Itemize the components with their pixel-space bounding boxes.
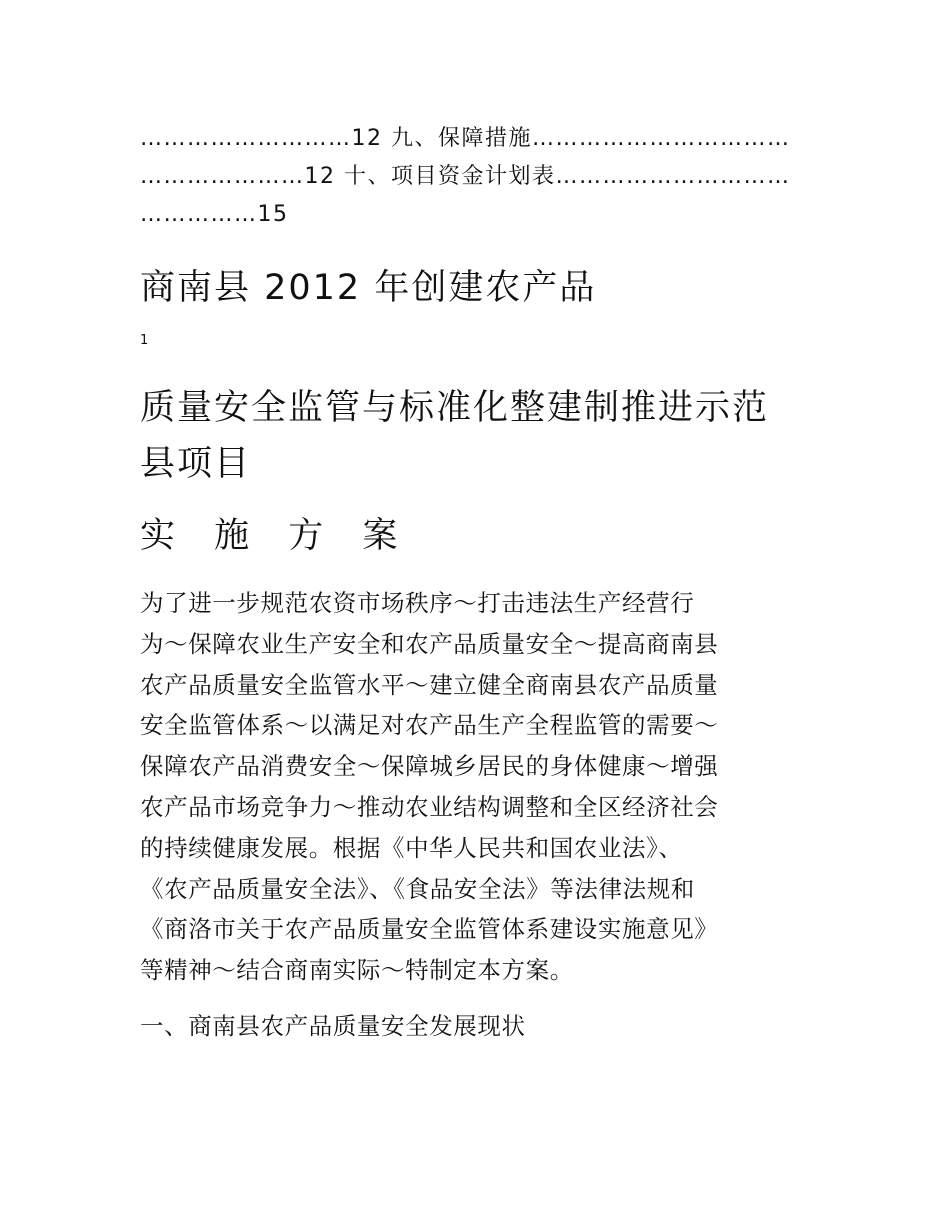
paragraph-line: 等精神～结合商南实际～特制定本方案。 xyxy=(140,956,574,985)
paragraph-line: 《农产品质量安全法》、《食品安全法》等法律法规和 xyxy=(140,874,695,903)
toc-line: ………………………12 九、保障措施…………………………… xyxy=(140,126,791,151)
paragraph-line: 农产品质量安全监管水平～建立健全商南县农产品质量 xyxy=(140,670,719,699)
table-of-contents xyxy=(140,120,820,234)
paragraph-line: 为了进一步规范农资市场秩序～打击违法生产经营行 xyxy=(140,589,695,617)
paragraph-line: 农产品市场竞争力～推动农业结构调整和全区经济社会 xyxy=(140,792,719,821)
document-title-line-3: 县项目 xyxy=(140,444,252,484)
paragraph-line: 《商洛市关于农产品质量安全监管体系建设实施意见》 xyxy=(140,915,719,944)
document-title-line-2: 质量安全监管与标准化整建制推进示范 xyxy=(140,388,770,428)
paragraph-line: 的持续健康发展。根据《中华人民共和国农业法》、 xyxy=(140,833,683,862)
toc-line: …………………12 十、项目资金计划表………………………… xyxy=(140,164,791,189)
paragraph-line: 安全监管体系～以满足对农产品生产全程监管的需要～ xyxy=(140,711,719,740)
document-title-line-1: 商南县 2012 年创建农产品 xyxy=(140,268,597,308)
body-paragraph xyxy=(140,583,810,991)
page-number: 1 xyxy=(140,333,149,348)
toc-line: ……………15 xyxy=(140,202,289,227)
paragraph-line: 保障农产品消费安全～保障城乡居民的身体健康～增强 xyxy=(140,752,719,781)
document-subtitle: 实 施 方 案 xyxy=(140,516,412,556)
section-heading: 一、商南县农产品质量安全发展现状 xyxy=(140,1012,526,1040)
paragraph-line: 为～保障农业生产安全和农产品质量安全～提高商南县 xyxy=(140,629,719,658)
